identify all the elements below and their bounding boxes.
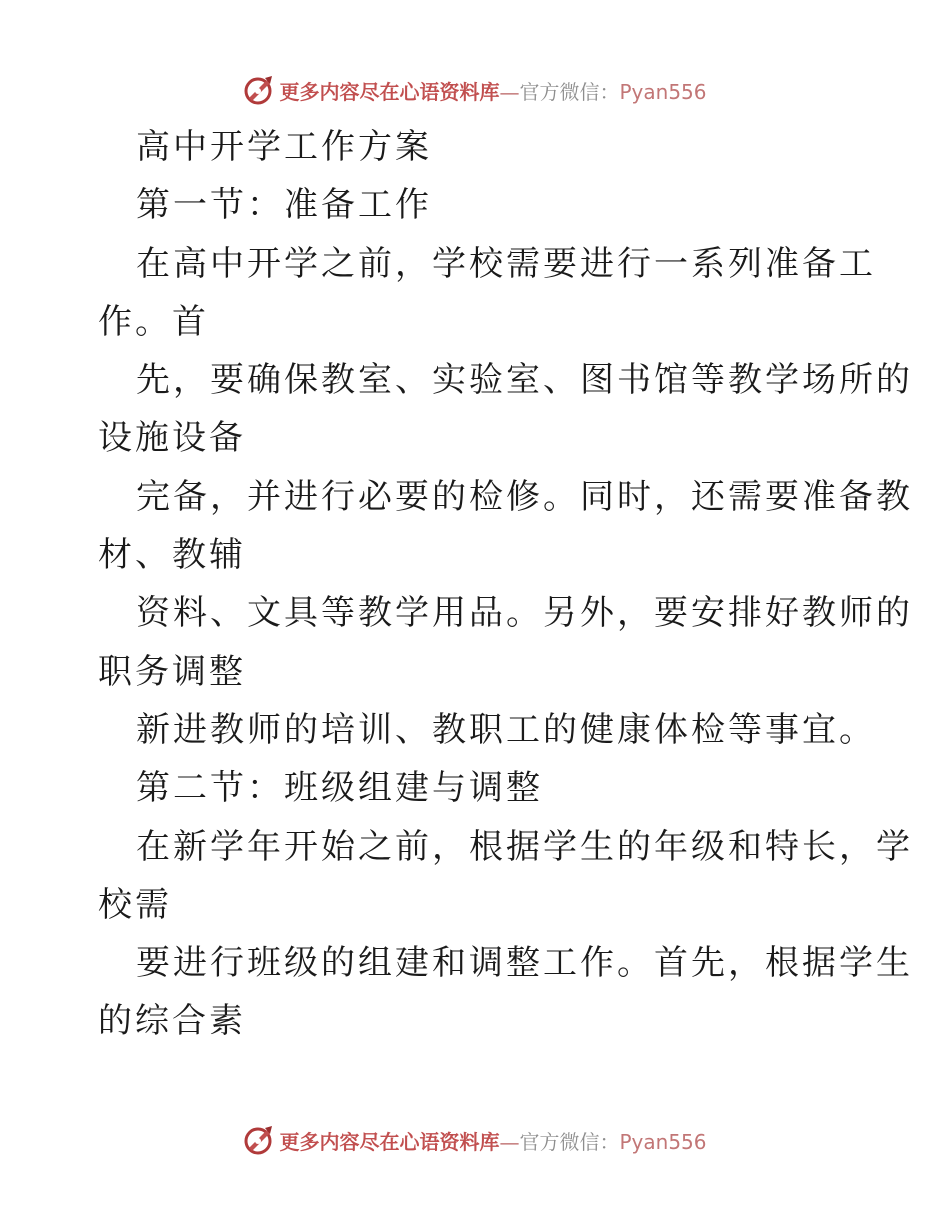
header-brand: 更多内容尽在心语资料库: [279, 79, 500, 104]
paragraph-line: 在高中开学之前，学校需要进行一系列准备工: [136, 243, 876, 284]
paragraph-line: 作。首: [98, 301, 209, 342]
header-banner-text: [279, 76, 706, 105]
paragraph-line: 完备，并进行必要的检修。同时，还需要准备教: [136, 476, 913, 517]
header-wechat-label: 官方微信：: [519, 79, 620, 104]
header-wechat-id: Pyan556: [619, 79, 707, 104]
paragraph-line: 的综合素: [98, 1001, 246, 1042]
footer-brand: 更多内容尽在心语资料库: [279, 1129, 500, 1154]
paragraph-line: 设施设备: [98, 418, 246, 459]
paragraph-line: 先，要确保教室、实验室、图书馆等教学场所的: [136, 360, 913, 401]
footer-wechat-id: Pyan556: [619, 1129, 707, 1154]
footer-banner: [0, 1120, 950, 1160]
quill-logo-icon: [243, 74, 275, 106]
document-body: [98, 118, 913, 1051]
section-heading-1: 第一节：准备工作: [136, 185, 432, 226]
paragraph-line: 校需: [98, 884, 172, 925]
footer-banner-text: [279, 1126, 706, 1155]
header-banner: [0, 70, 950, 110]
paragraph-line: 材、教辅: [98, 535, 246, 576]
footer-dash: —: [499, 1129, 520, 1154]
header-dash: —: [499, 79, 520, 104]
paragraph-line: 在新学年开始之前，根据学生的年级和特长，学: [136, 826, 913, 867]
quill-logo-icon: [243, 1124, 275, 1156]
footer-wechat-label: 官方微信：: [519, 1129, 620, 1154]
paragraph-line: 要进行班级的组建和调整工作。首先，根据学生: [136, 943, 913, 984]
doc-title: 高中开学工作方案: [136, 127, 432, 167]
paragraph-line: 职务调整: [98, 651, 246, 692]
paragraph-line: 新进教师的培训、教职工的健康体检等事宜。: [136, 709, 876, 750]
section-heading-2: 第二节：班级组建与调整: [136, 768, 543, 809]
paragraph-line: 资料、文具等教学用品。另外，要安排好教师的: [136, 593, 913, 634]
